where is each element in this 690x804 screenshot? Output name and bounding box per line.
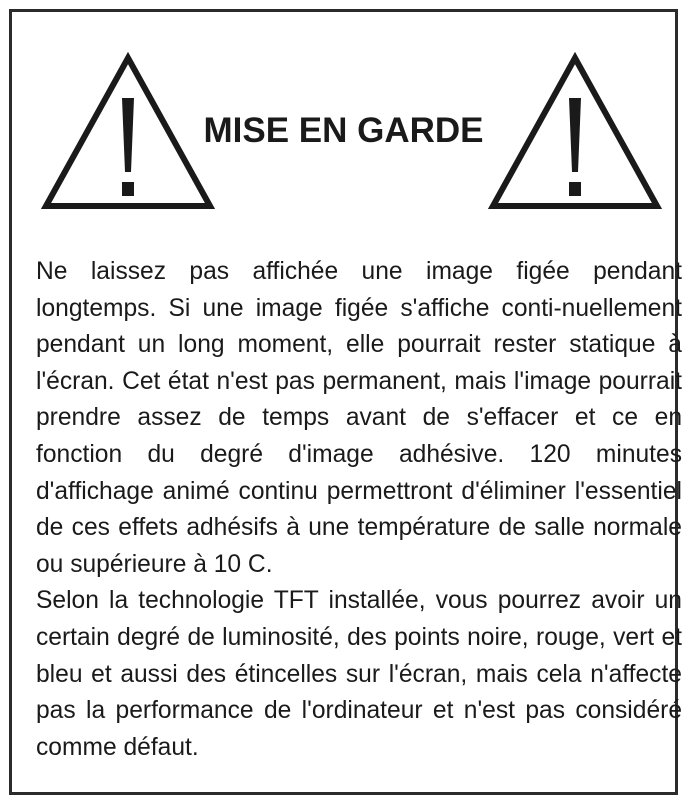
warning-notice-box: [9, 9, 682, 795]
notice-paragraph: Ne laissez pas affichée une image figée pendant longtemps. Si une image figée s'affiche conti-nuellement pendant un long moment, elle pourrait rester statique à l'écran. Cet état n'est pas permanent, mais l'image pourrait prendre assez de temps avant de s'effacer et ce en fonction du degré d'image adhésive. 120 minutes d'affichage animé continu permettront d'éliminer l'essentiel de ces effets adhésifs à une température de salle normale ou supérieure à 10 C.: [36, 258, 682, 578]
notice-paragraph: Selon la technologie TFT installée, vous pourrez avoir un certain degré de luminosité, des points noire, rouge, vert et bleu et aussi des étincelles sur l'écran, mais cela n'affecte pas la performance de l'ordinateur et n'est pas considéré comme défaut.: [36, 587, 682, 761]
notice-body: [36, 254, 682, 766]
notice-title: MISE EN GARDE: [203, 111, 484, 150]
warning-triangle-icon: [487, 52, 663, 212]
